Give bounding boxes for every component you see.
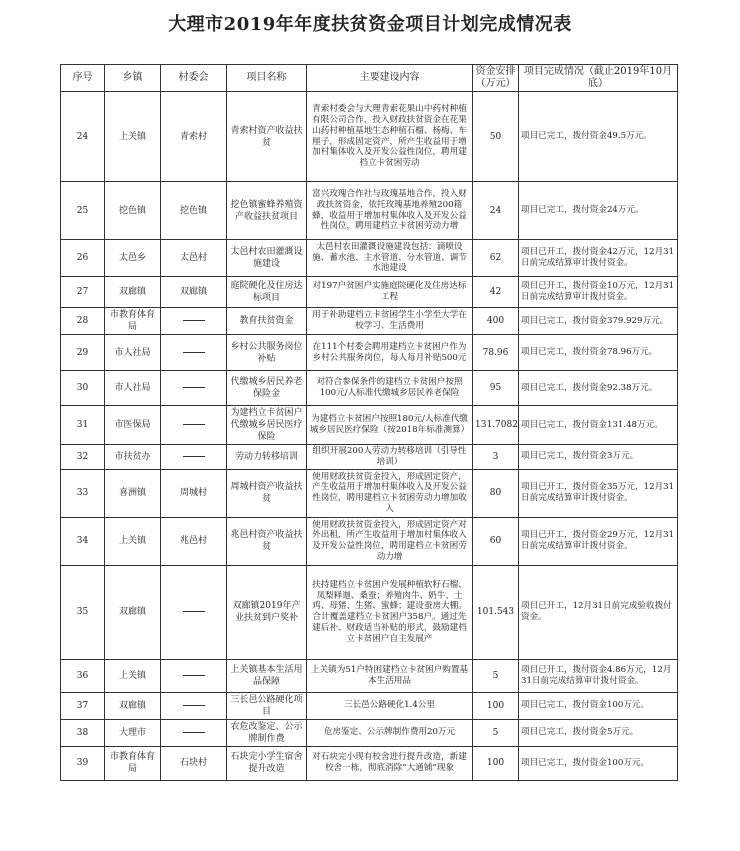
row-town: 市人社局: [105, 335, 161, 371]
row-status: 项目已完工，拨付资金24万元。: [519, 182, 678, 240]
row-town: 太邑乡: [105, 240, 161, 277]
row-town: 挖色镇: [105, 182, 161, 240]
row-village: 双廊镇: [161, 277, 227, 308]
row-fund: 400: [473, 308, 519, 335]
header-town: 乡镇: [105, 65, 161, 92]
row-status: 项目已完工，拨付资金100万元。: [519, 692, 678, 719]
row-town: 上关镇: [105, 517, 161, 565]
row-content: 组织开展200人劳动力转移培训（引导性培训）: [307, 445, 473, 470]
table-row: [61, 746, 678, 780]
table-row: [61, 182, 678, 240]
row-content: 三长邑公路硬化1.4公里: [307, 692, 473, 719]
row-status: 项目已完工，拨付资金131.48万元。: [519, 406, 678, 445]
table-row: [61, 277, 678, 308]
row-fund: 131.7082: [473, 406, 519, 445]
row-town: 市人社局: [105, 371, 161, 406]
row-project: 双廊镇2019年产业扶贫到户奖补: [227, 565, 307, 659]
table-row: [61, 371, 678, 406]
row-status: 项目已开工，12月31日前完成验收拨付资金。: [519, 565, 678, 659]
row-town: 市教育体育局: [105, 308, 161, 335]
row-village: 石块村: [161, 746, 227, 780]
row-fund: 78.96: [473, 335, 519, 371]
row-fund: 5: [473, 659, 519, 692]
row-project: 青索村资产收益扶贫: [227, 92, 307, 182]
row-village: [161, 719, 227, 746]
table-row: [61, 719, 678, 746]
row-content: 扶持建档立卡贫困户发展种植软籽石榴、凤梨释迦、桑蚕；养殖肉牛、奶牛、土鸡、母猪、生猪、蜜蜂；建设蚕房大棚。合计覆盖建档立卡贫困户358户。通过先建后补、财政适当补贴的形式，鼓励建档立卡贫困户自主发展产: [307, 565, 473, 659]
header-seq: 序号: [61, 65, 105, 92]
row-status: 项目已开工，拨付资金4.86万元，12月31日前完成结算审计拨付资金。: [519, 659, 678, 692]
row-town: 市扶贫办: [105, 445, 161, 470]
row-content: 在111个村委会聘用建档立卡贫困户作为乡村公共服务岗位，每人每月补贴500元: [307, 335, 473, 371]
row-content: 用于补助建档立卡贫困学生小学至大学在校学习、生活费用: [307, 308, 473, 335]
table-header-row: [61, 65, 678, 92]
empty-dash: [183, 424, 205, 425]
row-project: 乡村公共服务岗位补贴: [227, 335, 307, 371]
table-row: [61, 445, 678, 470]
table-row: [61, 517, 678, 565]
row-project: 上关镇基本生活用品保障: [227, 659, 307, 692]
project-table: [60, 64, 678, 781]
row-project: 庭院硬化及住房达标项目: [227, 277, 307, 308]
row-project: 代缴城乡居民养老保险金: [227, 371, 307, 406]
row-fund: 50: [473, 92, 519, 182]
row-status: 项目已开工，拨付资金29万元，12月31日前完成结算审计拨付资金。: [519, 517, 678, 565]
empty-dash: [183, 611, 205, 612]
row-seq: 29: [61, 335, 105, 371]
row-seq: 37: [61, 692, 105, 719]
row-content: 危房鉴定、公示牌制作费用20万元: [307, 719, 473, 746]
row-seq: 25: [61, 182, 105, 240]
row-fund: 101.543: [473, 565, 519, 659]
row-status: 项目已开工，拨付资金10万元，12月31日前完成结算审计拨付资金。: [519, 277, 678, 308]
row-fund: 3: [473, 445, 519, 470]
row-fund: 60: [473, 517, 519, 565]
row-seq: 38: [61, 719, 105, 746]
row-project: 三长邑公路硬化项目: [227, 692, 307, 719]
page-title: 大理市2019年年度扶贫资金项目计划完成情况表: [168, 14, 572, 35]
empty-dash: [183, 320, 205, 321]
row-content: 使用财政扶贫资金投入，形成固定资产对外出租，所产生收益用于增加村集体收入及开发公益性岗位，聘用建档立卡贫困劳动力增: [307, 517, 473, 565]
row-project: 周城村资产收益扶贫: [227, 469, 307, 517]
row-seq: 36: [61, 659, 105, 692]
row-seq: 24: [61, 92, 105, 182]
row-fund: 24: [473, 182, 519, 240]
row-town: 双廊镇: [105, 565, 161, 659]
row-fund: 62: [473, 240, 519, 277]
row-project: 为建档立卡贫困户代缴城乡居民医疗保险: [227, 406, 307, 445]
row-status: 项目已完工，拨付资金49.5万元。: [519, 92, 678, 182]
row-fund: 80: [473, 469, 519, 517]
table-row: [61, 406, 678, 445]
row-seq: 30: [61, 371, 105, 406]
empty-dash: [183, 732, 205, 733]
empty-dash: [183, 705, 205, 706]
row-seq: 32: [61, 445, 105, 470]
row-status: 项目已完工，拨付资金100万元。: [519, 746, 678, 780]
row-seq: 26: [61, 240, 105, 277]
row-content: 太邑村农田灌溉设施建设包括：滴喷设施、蓄水池、主水管道、分水管道、调节水池建设: [307, 240, 473, 277]
table-row: [61, 692, 678, 719]
row-seq: 27: [61, 277, 105, 308]
table-row: [61, 659, 678, 692]
row-project: 农危改鉴定、公示牌制作费: [227, 719, 307, 746]
row-village: [161, 308, 227, 335]
row-town: 上关镇: [105, 659, 161, 692]
row-village: 挖色镇: [161, 182, 227, 240]
row-village: 青索村: [161, 92, 227, 182]
row-village: [161, 445, 227, 470]
row-content: 对符合参保条件的建档立卡贫困户按照100元/人标准代缴城乡居民养老保险: [307, 371, 473, 406]
row-seq: 31: [61, 406, 105, 445]
row-project: 挖色镇蜜蜂养殖资产收益扶贫项目: [227, 182, 307, 240]
row-village: 周城村: [161, 469, 227, 517]
header-status: 项目完成情况（截止2019年10月底）: [519, 65, 678, 92]
row-status: 项目已开工，拨付资金42万元，12月31日前完成结算审计拨付资金。: [519, 240, 678, 277]
row-status: 项目已完工，拨付资金5万元。: [519, 719, 678, 746]
row-status: 项目已完工，拨付资金78.96万元。: [519, 335, 678, 371]
empty-dash: [183, 387, 205, 388]
empty-dash: [183, 352, 205, 353]
row-fund: 100: [473, 692, 519, 719]
table-row: [61, 469, 678, 517]
header-fund: 资金安排（万元）: [473, 65, 519, 92]
row-seq: 35: [61, 565, 105, 659]
row-village: 太邑村: [161, 240, 227, 277]
table-row: [61, 308, 678, 335]
row-fund: 95: [473, 371, 519, 406]
row-village: 兆邑村: [161, 517, 227, 565]
row-project: 兆邑村资产收益扶贫: [227, 517, 307, 565]
row-town: 双廊镇: [105, 277, 161, 308]
row-fund: 100: [473, 746, 519, 780]
row-content: 上关镇为51户特困建档立卡贫困户购置基本生活用品: [307, 659, 473, 692]
row-town: 上关镇: [105, 92, 161, 182]
row-town: 双廊镇: [105, 692, 161, 719]
row-town: 喜洲镇: [105, 469, 161, 517]
row-fund: 5: [473, 719, 519, 746]
row-content: 对石块完小现有校舍进行提升改造，新建校舍一栋，彻底消除“大通铺”现象: [307, 746, 473, 780]
row-seq: 33: [61, 469, 105, 517]
table-row: [61, 335, 678, 371]
row-status: 项目已完工，拨付资金92.38万元。: [519, 371, 678, 406]
table-row: [61, 240, 678, 277]
row-content: 对197户贫困户实施庭院硬化及住房达标工程: [307, 277, 473, 308]
table-row: [61, 92, 678, 182]
empty-dash: [183, 456, 205, 457]
row-village: [161, 659, 227, 692]
row-seq: 28: [61, 308, 105, 335]
header-project: 项目名称: [227, 65, 307, 92]
row-status: 项目已完工，拨付资金3万元。: [519, 445, 678, 470]
row-project: 太邑村农田灌溉设施建设: [227, 240, 307, 277]
row-town: 市教育体育局: [105, 746, 161, 780]
row-content: 富兴玫瑰合作社与玫瑰基地合作，投入财政扶贫资金，依托玫瑰基地养殖200箱蜂，收益用于增加村集体收入及开发公益性岗位，聘用建档立卡贫困劳动力增: [307, 182, 473, 240]
row-content: 青索村委会与大理青索花果山中药村种植有限公司合作，投入财政扶贫资金在花果山药村种植基地生态种植石榴、杨梅、车厘子，形成固定资产，所产生收益用于增加村集体收入及开发公益性岗位，聘用建档立卡贫困劳动: [307, 92, 473, 182]
row-status: 项目已完工，拨付资金379.929万元。: [519, 308, 678, 335]
row-content: 为建档立卡贫困户按照180元/人标准代缴城乡居民医疗保险（按2018年标准测算）: [307, 406, 473, 445]
row-village: [161, 692, 227, 719]
row-fund: 42: [473, 277, 519, 308]
table-row: [61, 565, 678, 659]
row-town: 市医保局: [105, 406, 161, 445]
row-seq: 39: [61, 746, 105, 780]
row-project: 教育扶贫资金: [227, 308, 307, 335]
row-seq: 34: [61, 517, 105, 565]
empty-dash: [183, 675, 205, 676]
row-status: 项目已开工，拨付资金35万元，12月31日前完成结算审计拨付资金。: [519, 469, 678, 517]
header-content: 主要建设内容: [307, 65, 473, 92]
header-village: 村委会: [161, 65, 227, 92]
row-village: [161, 406, 227, 445]
row-project: 劳动力转移培训: [227, 445, 307, 470]
row-village: [161, 335, 227, 371]
row-content: 使用财政扶贫资金投入，形成固定资产，产生收益用于增加村集体收入及开发公益性岗位，聘用建档立卡贫困劳动力增加收入: [307, 469, 473, 517]
row-village: [161, 565, 227, 659]
row-village: [161, 371, 227, 406]
row-project: 石块完小学生宿舍提升改造: [227, 746, 307, 780]
row-town: 大理市: [105, 719, 161, 746]
